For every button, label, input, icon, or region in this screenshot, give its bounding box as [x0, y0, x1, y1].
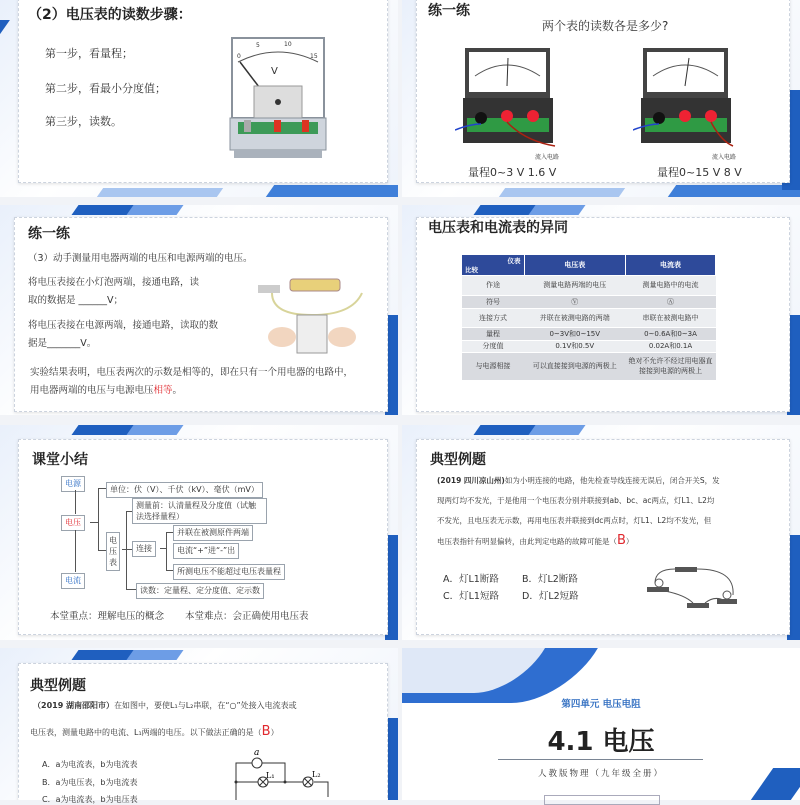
conclusion-line2: 用电器两端的电压与电源电压相等。: [30, 385, 183, 396]
highlight-equal: 相等: [153, 385, 173, 396]
before-measure-box: 测量前：认清量程及分度值（试触法选择量程）: [132, 498, 267, 524]
table-cell: 绝对不允许不经过用电器直接接到电源的两极上: [626, 352, 716, 380]
header-ammeter: 电流表: [626, 255, 716, 275]
question-line3: 不发光，且电压表无示数，再用电压表并联接到dc两点时，灯L1、L2均不发光，但: [437, 516, 712, 525]
option-c: C．a为电流表，b为电压表: [42, 795, 138, 804]
table-cell: 0.1V和0.5V: [524, 340, 626, 352]
table-cell: 量程: [462, 327, 524, 340]
table-cell: 可以直接接到电源的两极上: [524, 352, 626, 380]
question-line1: (2019 四川凉山州)如为小明连接的电路，他先检查导线连接无误后，闭合开关S，发: [437, 476, 720, 485]
table-cell: 串联在被测电路中: [626, 308, 716, 327]
option-b: B．a为电压表，b为电流表: [42, 778, 138, 787]
q2-line2: 据是_______V。: [28, 338, 97, 349]
meter2-reading: 量程0~15 V 8 V: [657, 166, 742, 179]
label-l1: L₁: [266, 771, 275, 780]
table-cell: 连接方式: [462, 308, 524, 327]
node-voltmeter: 电压表: [106, 532, 120, 571]
option-c: C．灯L1短路: [443, 591, 499, 602]
node-current: 电流: [61, 573, 85, 589]
question-line1: （2019 湖南邵阳市）在如图中，要使L₁与L₂串联，在“○”处接入电流表或: [33, 701, 297, 710]
table-cell: Ⓐ: [626, 295, 716, 308]
voltmeter-15v: [633, 46, 738, 151]
table-cell: 测量电路两端的电压: [524, 275, 626, 295]
option-a: A．a为电流表，b为电流表: [42, 760, 138, 769]
lesson-title: 4.1 电压: [547, 727, 655, 757]
option-a: A．灯L1断路: [443, 574, 499, 585]
node-source: 电源: [61, 476, 85, 492]
question-line4: 电压表指针有明显偏转，由此判定电路的故障可能是（B）: [437, 533, 634, 548]
scale-10: 10: [284, 41, 292, 48]
table-cell: 作途: [462, 275, 524, 295]
scale-0: 0: [237, 53, 241, 60]
key-point: 本堂重点：理解电压的概念: [50, 611, 165, 622]
slide1-title: （2）电压表的读数步骤：: [28, 7, 192, 23]
answer: B: [617, 533, 626, 548]
table-cell: 符号: [462, 295, 524, 308]
circuit-diagram: [645, 565, 740, 610]
conclusion-line1: 实验结果表明，电压表两次的示数是相等的，即在只有一个用电器的电路中，: [30, 367, 354, 378]
table-cell: 0.02A和0.1A: [626, 340, 716, 352]
table-row: [462, 295, 716, 308]
question-line2: 现两灯均不发光，于是他用一个电压表分别并联接到ab、bc、ac两点，灯L1、L2均: [437, 496, 715, 505]
edition-text: 人教版物理（九年级全册）: [537, 769, 664, 779]
q1-line1: 将电压表接在小灯泡两端，接通电路，读: [28, 277, 200, 288]
series-circuit-diagram: [228, 745, 348, 800]
table-cell: 与电源相接: [462, 352, 524, 380]
table-cell: 并联在被测电路的两端: [524, 308, 626, 327]
circuit-experiment-illustration: [252, 275, 372, 355]
start-button[interactable]: [544, 795, 660, 805]
option-b: B．灯L2断路: [522, 574, 578, 585]
table-row: [462, 275, 716, 295]
table-row: [462, 327, 716, 340]
voltmeter-illustration: [228, 36, 328, 160]
table-cell: 0~3V和0~15V: [524, 327, 626, 340]
table-row: [462, 340, 716, 352]
step-1: 第一步，看量程；: [45, 47, 133, 60]
label-l2: L₂: [312, 770, 321, 779]
table-cell: 分度值: [462, 340, 524, 352]
q2-line1: 将电压表接在电源两端，接通电路，读取的数: [28, 320, 219, 331]
table-cell: 测量电路中的电流: [626, 275, 716, 295]
difficult-point: 本堂难点：会正确使用电压表: [185, 611, 309, 622]
label-a: a: [254, 748, 260, 758]
comparison-table: 仪表 比较 电压表 电流表 作途 测量电路两端的电压 测量电路中的电流 符号 Ⓥ Ⓐ 连接方式 并联在被测电路的两端 串联在被测电路中 量程 0~3V和0~15V 0~0.6A和0~3A 分度值 0.1V和0.5V 0.02A和0.1A 与电源相接 可以直接接到电源的两极上 绝对不允许不经过用电器直接接到电源的两极上: [462, 255, 716, 381]
connect-rule-2: 电流“+”进“-”出: [173, 543, 239, 559]
q1-line2: 取的数据是 ______V；: [28, 295, 124, 306]
slide4-title: 电压表和电流表的异同: [428, 220, 568, 236]
table-cell: Ⓥ: [524, 295, 626, 308]
slide6-title: 典型例题: [430, 452, 486, 468]
scale-15: 15: [310, 53, 318, 60]
slide5-title: 课堂小结: [32, 452, 88, 468]
step-2: 第二步，看最小分度值；: [45, 82, 166, 95]
table-row: [462, 308, 716, 327]
connect-box: 连接: [132, 541, 156, 557]
table-cell: 0~0.6A和0~3A: [626, 327, 716, 340]
wire-label-1: 流入电路: [535, 154, 560, 161]
option-d: D．灯L2短路: [522, 591, 579, 602]
unit-box: 单位：伏（V）、千伏（kV）、毫伏（mV）: [106, 482, 263, 498]
table-row: [462, 352, 716, 380]
question-line2: 电压表，测量电路中的电流、L₁两端的电压。以下做法正确的是（B）: [30, 724, 279, 739]
reading-box: 读数：定量程、定分度值、定示数: [136, 583, 264, 599]
slide-1: [0, 0, 398, 197]
wire-label-2: 流入电路: [712, 154, 737, 161]
step-3: 第三步，读数。: [45, 115, 122, 128]
slide7-title: 典型例题: [30, 678, 86, 694]
node-voltage: 电压: [61, 515, 85, 531]
unit-title: 第四单元 电压电阻: [561, 699, 641, 710]
task-text: （3）动手测量用电器两端的电压和电源两端的电压。: [28, 253, 253, 264]
slide2-question: 两个表的读数各是多少?: [542, 19, 669, 33]
meter1-reading: 量程0~3 V 1.6 V: [468, 166, 557, 179]
meter-unit: V: [271, 66, 278, 77]
scale-5: 5: [256, 42, 260, 49]
header-voltmeter: 电压表: [524, 255, 626, 275]
connect-rule-1: 并联在被测原件两端: [173, 525, 253, 541]
slide2-title: 练一练: [428, 3, 470, 19]
answer: B: [261, 724, 271, 739]
connect-rule-3: 所测电压不能超过电压表量程: [173, 564, 285, 580]
voltmeter-3v: [455, 46, 560, 151]
slide3-title: 练一练: [28, 226, 70, 242]
